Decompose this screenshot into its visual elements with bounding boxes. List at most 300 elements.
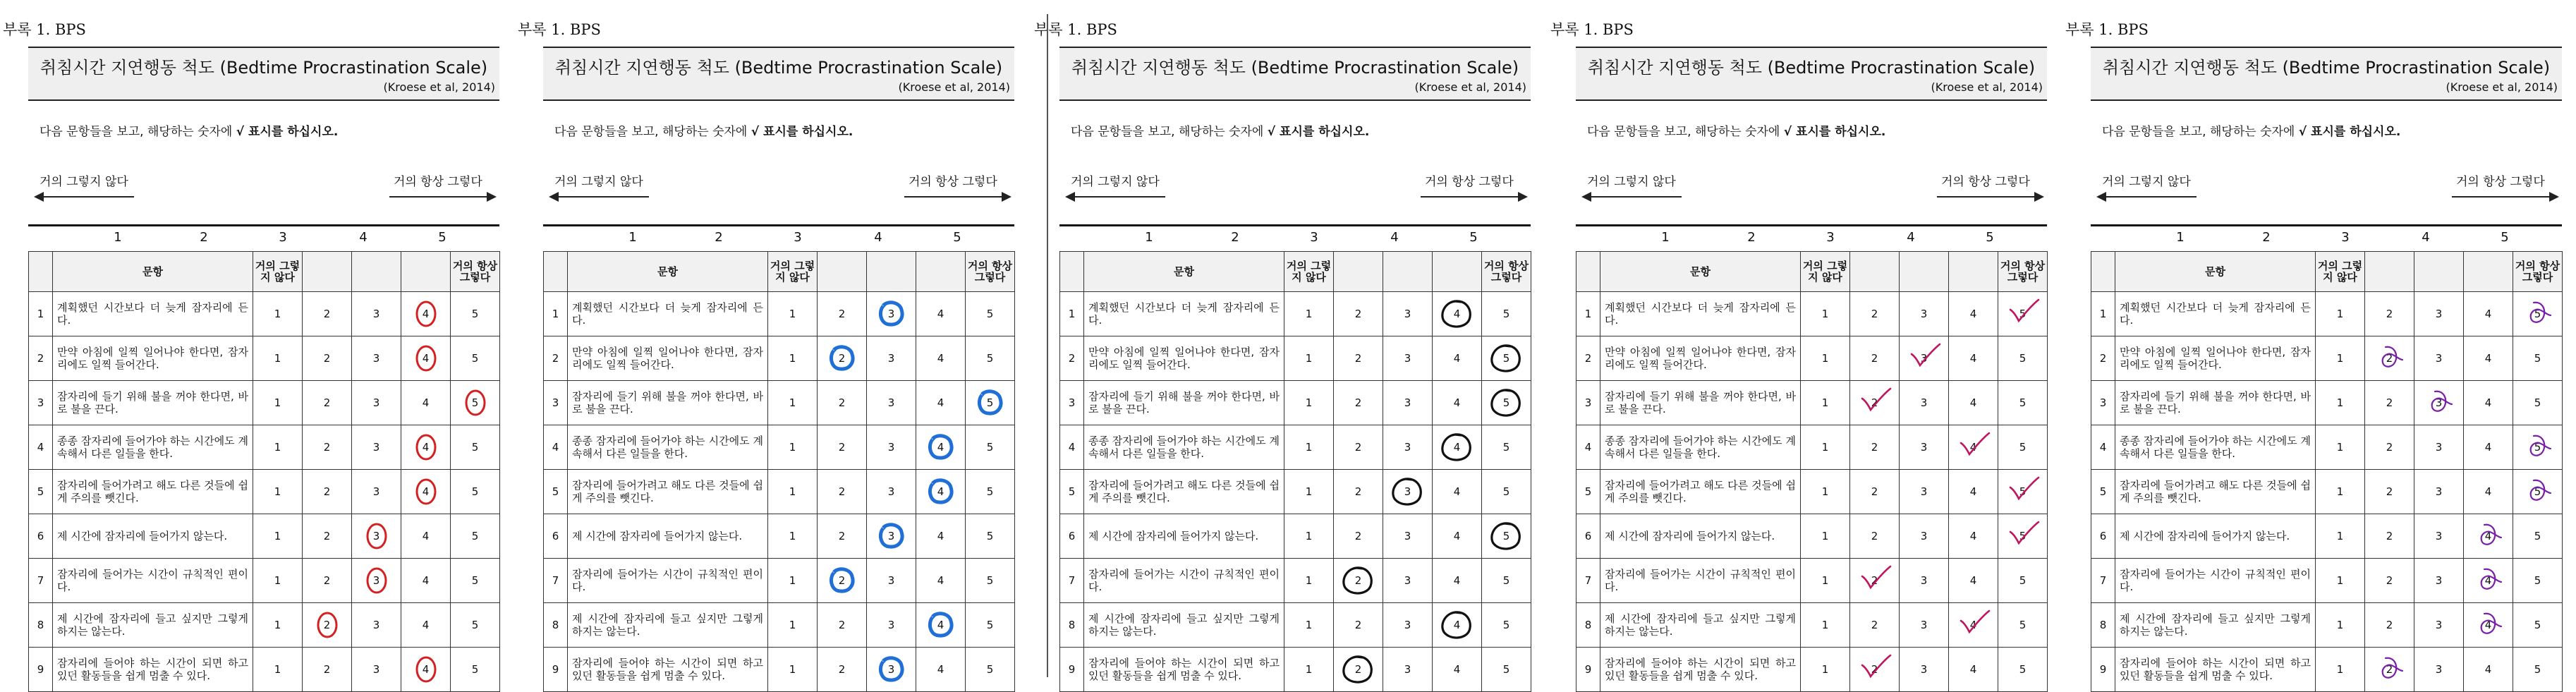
option-value: 1 <box>1821 619 1829 631</box>
option-cell-1[interactable] <box>253 292 303 336</box>
option-cell-4[interactable] <box>1433 648 1482 692</box>
option-cell-2[interactable] <box>1850 336 1900 381</box>
table-row <box>1060 603 1531 648</box>
option-value: 2 <box>838 352 846 365</box>
option-cell-5[interactable] <box>966 381 1015 425</box>
option-cell-1[interactable] <box>768 292 818 336</box>
option-cell-2[interactable] <box>1850 648 1900 692</box>
option-cell-5[interactable] <box>1482 381 1531 425</box>
option-cell-2[interactable] <box>1334 425 1383 470</box>
option-cell-2[interactable] <box>1334 603 1383 648</box>
option-cell-4[interactable] <box>916 603 966 648</box>
option-value: 3 <box>2435 441 2443 454</box>
option-cell-3[interactable] <box>867 381 916 425</box>
option-cell-1[interactable] <box>2316 603 2365 648</box>
option-cell-5[interactable] <box>2513 559 2563 603</box>
option-cell-4[interactable] <box>401 425 451 470</box>
item-text: 만약 아침에 일찍 일어나야 한다면, 잠자리에도 일찍 들어간다. <box>1600 336 1801 381</box>
option-cell-4[interactable] <box>1949 336 1998 381</box>
option-cell-1[interactable] <box>1284 292 1334 336</box>
option-cell-3[interactable] <box>2414 381 2464 425</box>
option-cell-3[interactable] <box>867 648 916 692</box>
option-value: 1 <box>1821 396 1829 409</box>
option-cell-1[interactable] <box>1284 381 1334 425</box>
option-cell-4[interactable] <box>401 336 451 381</box>
option-cell-3[interactable] <box>2414 470 2464 514</box>
option-cell-5[interactable] <box>451 470 500 514</box>
option-cell-5[interactable] <box>1482 336 1531 381</box>
option-cell-2[interactable] <box>818 514 867 559</box>
option-cell-4[interactable] <box>401 559 451 603</box>
option-cell-3[interactable] <box>1900 381 1949 425</box>
option-cell-5[interactable] <box>451 514 500 559</box>
option-cell-5[interactable] <box>2513 336 2563 381</box>
item-number: 5 <box>544 470 568 514</box>
option-cell-4[interactable] <box>2464 559 2513 603</box>
option-cell-5[interactable] <box>451 603 500 648</box>
option-cell-2[interactable] <box>1334 292 1383 336</box>
option-cell-4[interactable] <box>401 514 451 559</box>
option-value: 4 <box>2484 396 2492 409</box>
instruction <box>1071 121 1369 139</box>
option-cell-5[interactable] <box>451 381 500 425</box>
table-row <box>2091 514 2563 559</box>
option-cell-2[interactable] <box>1850 514 1900 559</box>
option-cell-4[interactable] <box>1433 559 1482 603</box>
option-cell-1[interactable] <box>1284 514 1334 559</box>
option-cell-4[interactable] <box>1949 470 1998 514</box>
option-value: 5 <box>471 396 479 409</box>
option-cell-4[interactable] <box>916 425 966 470</box>
option-cell-1[interactable] <box>1284 336 1334 381</box>
option-cell-1[interactable] <box>768 603 818 648</box>
option-cell-1[interactable] <box>253 559 303 603</box>
option-cell-3[interactable] <box>867 470 916 514</box>
option-cell-2[interactable] <box>2365 336 2414 381</box>
option-value: 4 <box>2484 619 2492 631</box>
option-cell-2[interactable] <box>2365 559 2414 603</box>
option-cell-5[interactable] <box>2513 603 2563 648</box>
option-cell-1[interactable] <box>1284 603 1334 648</box>
option-cell-3[interactable] <box>1900 603 1949 648</box>
option-cell-5[interactable] <box>966 292 1015 336</box>
option-cell-2[interactable] <box>303 559 352 603</box>
option-cell-5[interactable] <box>2513 425 2563 470</box>
option-cell-2[interactable] <box>818 559 867 603</box>
option-cell-3[interactable] <box>1900 470 1949 514</box>
option-cell-3[interactable] <box>2414 292 2464 336</box>
option-cell-2[interactable] <box>303 603 352 648</box>
option-value: 3 <box>1920 663 1928 676</box>
option-cell-2[interactable] <box>303 336 352 381</box>
option-cell-3[interactable] <box>1383 292 1433 336</box>
option-cell-3[interactable] <box>352 603 401 648</box>
option-cell-3[interactable] <box>352 514 401 559</box>
option-cell-4[interactable] <box>401 381 451 425</box>
option-cell-5[interactable] <box>1482 603 1531 648</box>
option-cell-3[interactable] <box>352 559 401 603</box>
option-cell-2[interactable] <box>303 648 352 692</box>
option-cell-5[interactable] <box>1998 381 2048 425</box>
header-col-1: 거의 그렇지 않다 <box>768 252 818 292</box>
option-cell-5[interactable] <box>1482 425 1531 470</box>
option-cell-5[interactable] <box>451 559 500 603</box>
option-cell-1[interactable] <box>1284 470 1334 514</box>
option-cell-3[interactable] <box>2414 559 2464 603</box>
option-cell-2[interactable] <box>818 603 867 648</box>
option-cell-2[interactable] <box>1850 425 1900 470</box>
option-cell-4[interactable] <box>2464 603 2513 648</box>
arrow-left-line <box>1074 196 1165 198</box>
option-value: 3 <box>1920 352 1928 365</box>
option-value: 5 <box>986 663 994 676</box>
option-cell-5[interactable] <box>1998 559 2048 603</box>
option-cell-3[interactable] <box>867 514 916 559</box>
option-cell-1[interactable] <box>768 648 818 692</box>
option-cell-1[interactable] <box>2316 336 2365 381</box>
option-cell-3[interactable] <box>352 425 401 470</box>
option-cell-3[interactable] <box>1900 514 1949 559</box>
option-value: 3 <box>887 530 895 542</box>
option-cell-2[interactable] <box>303 381 352 425</box>
option-value: 2 <box>1871 619 1878 631</box>
option-value: 5 <box>471 352 479 365</box>
option-value: 2 <box>2386 663 2393 676</box>
option-cell-2[interactable] <box>818 336 867 381</box>
option-cell-4[interactable] <box>1433 514 1482 559</box>
option-value: 2 <box>2386 619 2393 631</box>
option-cell-1[interactable] <box>2316 470 2365 514</box>
header-col-4 <box>401 252 451 292</box>
option-cell-3[interactable] <box>867 336 916 381</box>
option-cell-5[interactable] <box>2513 514 2563 559</box>
option-cell-4[interactable] <box>1433 381 1482 425</box>
option-cell-4[interactable] <box>2464 336 2513 381</box>
option-cell-1[interactable] <box>1801 292 1850 336</box>
option-cell-2[interactable] <box>1334 559 1383 603</box>
option-cell-1[interactable] <box>2316 381 2365 425</box>
option-value: 2 <box>1354 619 1362 631</box>
option-cell-3[interactable] <box>867 292 916 336</box>
instruction <box>2102 121 2400 139</box>
option-cell-5[interactable] <box>451 336 500 381</box>
option-value: 3 <box>1920 441 1928 454</box>
option-value: 3 <box>887 619 895 631</box>
option-cell-3[interactable] <box>2414 514 2464 559</box>
option-cell-2[interactable] <box>303 470 352 514</box>
option-cell-3[interactable] <box>1900 425 1949 470</box>
option-cell-4[interactable] <box>401 292 451 336</box>
option-cell-2[interactable] <box>303 425 352 470</box>
option-value: 5 <box>2019 574 2027 587</box>
table-row <box>1060 559 1531 603</box>
option-cell-3[interactable] <box>867 603 916 648</box>
option-cell-2[interactable] <box>2365 470 2414 514</box>
item-number: 1 <box>2091 292 2115 336</box>
table-row <box>2091 559 2563 603</box>
option-cell-4[interactable] <box>1949 514 1998 559</box>
option-cell-4[interactable] <box>1433 292 1482 336</box>
option-cell-1[interactable] <box>1801 470 1850 514</box>
scale-title: 취침시간 지연행동 척도 (Bedtime Procrastination Scale) <box>40 58 488 78</box>
item-number: 7 <box>2091 559 2115 603</box>
option-value: 1 <box>274 485 281 498</box>
option-cell-3[interactable] <box>1383 425 1433 470</box>
option-cell-3[interactable] <box>1383 559 1433 603</box>
option-cell-4[interactable] <box>916 292 966 336</box>
option-cell-2[interactable] <box>2365 514 2414 559</box>
option-cell-1[interactable] <box>2316 559 2365 603</box>
option-cell-4[interactable] <box>2464 425 2513 470</box>
appendix-label: 부록 1. BPS <box>3 21 86 38</box>
option-cell-5[interactable] <box>1998 514 2048 559</box>
option-cell-5[interactable] <box>1482 292 1531 336</box>
option-cell-3[interactable] <box>352 336 401 381</box>
option-value: 5 <box>986 308 994 320</box>
option-value: 5 <box>471 574 479 587</box>
option-cell-5[interactable] <box>2513 381 2563 425</box>
option-cell-5[interactable] <box>451 648 500 692</box>
option-cell-5[interactable] <box>966 514 1015 559</box>
option-cell-1[interactable] <box>1801 381 1850 425</box>
option-cell-5[interactable] <box>451 425 500 470</box>
option-cell-1[interactable] <box>2316 292 2365 336</box>
option-cell-3[interactable] <box>1383 381 1433 425</box>
item-number: 4 <box>2091 425 2115 470</box>
option-cell-4[interactable] <box>916 514 966 559</box>
option-cell-5[interactable] <box>2513 292 2563 336</box>
option-cell-1[interactable] <box>768 514 818 559</box>
option-cell-1[interactable] <box>1801 425 1850 470</box>
option-cell-1[interactable] <box>1801 336 1850 381</box>
table-row <box>544 514 1015 559</box>
option-value: 2 <box>2386 574 2393 587</box>
option-cell-1[interactable] <box>253 514 303 559</box>
option-cell-3[interactable] <box>1383 470 1433 514</box>
item-text: 계획했던 시간보다 더 늦게 잠자리에 든다. <box>53 292 253 336</box>
option-cell-2[interactable] <box>1334 381 1383 425</box>
option-cell-4[interactable] <box>1433 470 1482 514</box>
option-cell-5[interactable] <box>1998 425 2048 470</box>
option-cell-3[interactable] <box>1900 336 1949 381</box>
option-cell-3[interactable] <box>2414 648 2464 692</box>
option-cell-3[interactable] <box>1900 648 1949 692</box>
option-cell-4[interactable] <box>1949 425 1998 470</box>
option-value: 4 <box>422 396 430 409</box>
option-cell-4[interactable] <box>2464 514 2513 559</box>
option-value: 3 <box>887 485 895 498</box>
option-cell-5[interactable] <box>966 648 1015 692</box>
option-cell-2[interactable] <box>2365 648 2414 692</box>
option-cell-1[interactable] <box>1801 559 1850 603</box>
option-cell-1[interactable] <box>768 381 818 425</box>
option-cell-2[interactable] <box>303 292 352 336</box>
option-cell-5[interactable] <box>966 425 1015 470</box>
option-cell-5[interactable] <box>1482 470 1531 514</box>
option-cell-4[interactable] <box>2464 381 2513 425</box>
option-cell-5[interactable] <box>1998 336 2048 381</box>
option-cell-1[interactable] <box>2316 648 2365 692</box>
option-cell-4[interactable] <box>916 559 966 603</box>
option-value: 3 <box>1404 352 1411 365</box>
option-cell-2[interactable] <box>2365 381 2414 425</box>
option-cell-5[interactable] <box>2513 648 2563 692</box>
option-cell-3[interactable] <box>1383 336 1433 381</box>
option-cell-1[interactable] <box>1284 559 1334 603</box>
citation: (Kroese et al, 2014) <box>1414 80 1526 94</box>
option-value: 1 <box>274 441 281 454</box>
option-cell-1[interactable] <box>253 603 303 648</box>
option-cell-4[interactable] <box>401 648 451 692</box>
option-cell-1[interactable] <box>2316 514 2365 559</box>
option-cell-1[interactable] <box>768 559 818 603</box>
option-cell-2[interactable] <box>1850 559 1900 603</box>
option-value: 4 <box>422 485 430 498</box>
option-cell-2[interactable] <box>1850 292 1900 336</box>
table-row <box>2091 470 2563 514</box>
option-cell-1[interactable] <box>1284 648 1334 692</box>
table-row <box>1576 603 2048 648</box>
option-value: 5 <box>1502 352 1510 365</box>
option-cell-5[interactable] <box>966 470 1015 514</box>
option-cell-5[interactable] <box>451 292 500 336</box>
option-cell-1[interactable] <box>253 336 303 381</box>
option-cell-2[interactable] <box>818 381 867 425</box>
option-cell-2[interactable] <box>303 514 352 559</box>
option-cell-2[interactable] <box>818 292 867 336</box>
option-cell-1[interactable] <box>1801 603 1850 648</box>
option-cell-4[interactable] <box>1433 425 1482 470</box>
table-header-row <box>2091 252 2563 292</box>
option-cell-2[interactable] <box>1334 514 1383 559</box>
option-cell-4[interactable] <box>1949 603 1998 648</box>
option-cell-1[interactable] <box>1284 425 1334 470</box>
option-value: 5 <box>986 441 994 454</box>
table-row <box>29 603 500 648</box>
option-cell-1[interactable] <box>253 425 303 470</box>
option-cell-1[interactable] <box>253 648 303 692</box>
option-cell-3[interactable] <box>1900 559 1949 603</box>
option-cell-4[interactable] <box>401 470 451 514</box>
option-cell-3[interactable] <box>1383 514 1433 559</box>
option-value: 4 <box>1453 352 1461 365</box>
item-text: 제 시간에 잠자리에 들고 싶지만 그렇게 하지는 않는다. <box>2115 603 2316 648</box>
scale-number-5: 5 <box>438 230 446 245</box>
option-cell-2[interactable] <box>2365 292 2414 336</box>
scale-number-3: 3 <box>279 230 287 245</box>
item-number: 6 <box>2091 514 2115 559</box>
option-cell-4[interactable] <box>1949 559 1998 603</box>
option-value: 2 <box>1354 396 1362 409</box>
option-value: 4 <box>1453 574 1461 587</box>
option-cell-4[interactable] <box>401 603 451 648</box>
item-number: 4 <box>1576 425 1600 470</box>
option-cell-4[interactable] <box>916 470 966 514</box>
option-value: 4 <box>1969 530 1977 542</box>
option-cell-3[interactable] <box>867 425 916 470</box>
arrow-right-line <box>1937 196 2036 198</box>
option-cell-5[interactable] <box>966 559 1015 603</box>
option-cell-5[interactable] <box>1482 514 1531 559</box>
option-cell-2[interactable] <box>2365 603 2414 648</box>
option-value: 4 <box>937 308 944 320</box>
option-cell-3[interactable] <box>352 470 401 514</box>
option-cell-1[interactable] <box>768 470 818 514</box>
citation: (Kroese et al, 2014) <box>898 80 1010 94</box>
option-cell-2[interactable] <box>1334 648 1383 692</box>
option-cell-5[interactable] <box>1998 292 2048 336</box>
option-value: 3 <box>1920 530 1928 542</box>
option-cell-5[interactable] <box>1998 603 2048 648</box>
option-cell-3[interactable] <box>2414 603 2464 648</box>
citation: (Kroese et al, 2014) <box>1931 80 2043 94</box>
option-cell-4[interactable] <box>2464 648 2513 692</box>
option-cell-4[interactable] <box>916 648 966 692</box>
option-value: 4 <box>2484 308 2492 320</box>
option-cell-1[interactable] <box>768 425 818 470</box>
option-cell-5[interactable] <box>966 603 1015 648</box>
option-cell-2[interactable] <box>818 470 867 514</box>
option-cell-3[interactable] <box>352 381 401 425</box>
option-cell-2[interactable] <box>1334 336 1383 381</box>
option-cell-3[interactable] <box>2414 425 2464 470</box>
option-cell-5[interactable] <box>1998 470 2048 514</box>
option-cell-2[interactable] <box>1850 470 1900 514</box>
option-cell-4[interactable] <box>1433 603 1482 648</box>
option-cell-4[interactable] <box>1949 292 1998 336</box>
option-cell-5[interactable] <box>1482 559 1531 603</box>
table-row <box>544 648 1015 692</box>
header-col-3 <box>1383 252 1433 292</box>
option-cell-5[interactable] <box>2513 470 2563 514</box>
option-cell-3[interactable] <box>1900 292 1949 336</box>
option-cell-4[interactable] <box>2464 470 2513 514</box>
option-cell-3[interactable] <box>867 559 916 603</box>
option-cell-3[interactable] <box>2414 336 2464 381</box>
option-cell-1[interactable] <box>253 470 303 514</box>
option-cell-2[interactable] <box>818 648 867 692</box>
option-cell-3[interactable] <box>352 648 401 692</box>
option-cell-4[interactable] <box>916 381 966 425</box>
option-value: 1 <box>1305 663 1313 676</box>
option-cell-3[interactable] <box>352 292 401 336</box>
option-value: 2 <box>838 308 846 320</box>
option-cell-2[interactable] <box>1850 381 1900 425</box>
option-cell-2[interactable] <box>818 425 867 470</box>
option-cell-2[interactable] <box>2365 425 2414 470</box>
option-cell-4[interactable] <box>1949 381 1998 425</box>
option-cell-2[interactable] <box>1334 470 1383 514</box>
panel-divider <box>1047 14 1048 677</box>
option-cell-1[interactable] <box>768 336 818 381</box>
option-cell-1[interactable] <box>2316 425 2365 470</box>
option-cell-4[interactable] <box>1949 648 1998 692</box>
option-cell-1[interactable] <box>1801 514 1850 559</box>
scale-title: 취침시간 지연행동 척도 (Bedtime Procrastination Scale) <box>1071 58 1519 78</box>
option-cell-3[interactable] <box>1383 648 1433 692</box>
option-cell-5[interactable] <box>1482 648 1531 692</box>
option-cell-2[interactable] <box>1850 603 1900 648</box>
option-cell-3[interactable] <box>1383 603 1433 648</box>
option-cell-4[interactable] <box>916 336 966 381</box>
option-cell-5[interactable] <box>1998 648 2048 692</box>
option-cell-1[interactable] <box>1801 648 1850 692</box>
option-cell-4[interactable] <box>2464 292 2513 336</box>
option-cell-1[interactable] <box>253 381 303 425</box>
option-cell-5[interactable] <box>966 336 1015 381</box>
option-cell-4[interactable] <box>1433 336 1482 381</box>
table-row <box>544 292 1015 336</box>
